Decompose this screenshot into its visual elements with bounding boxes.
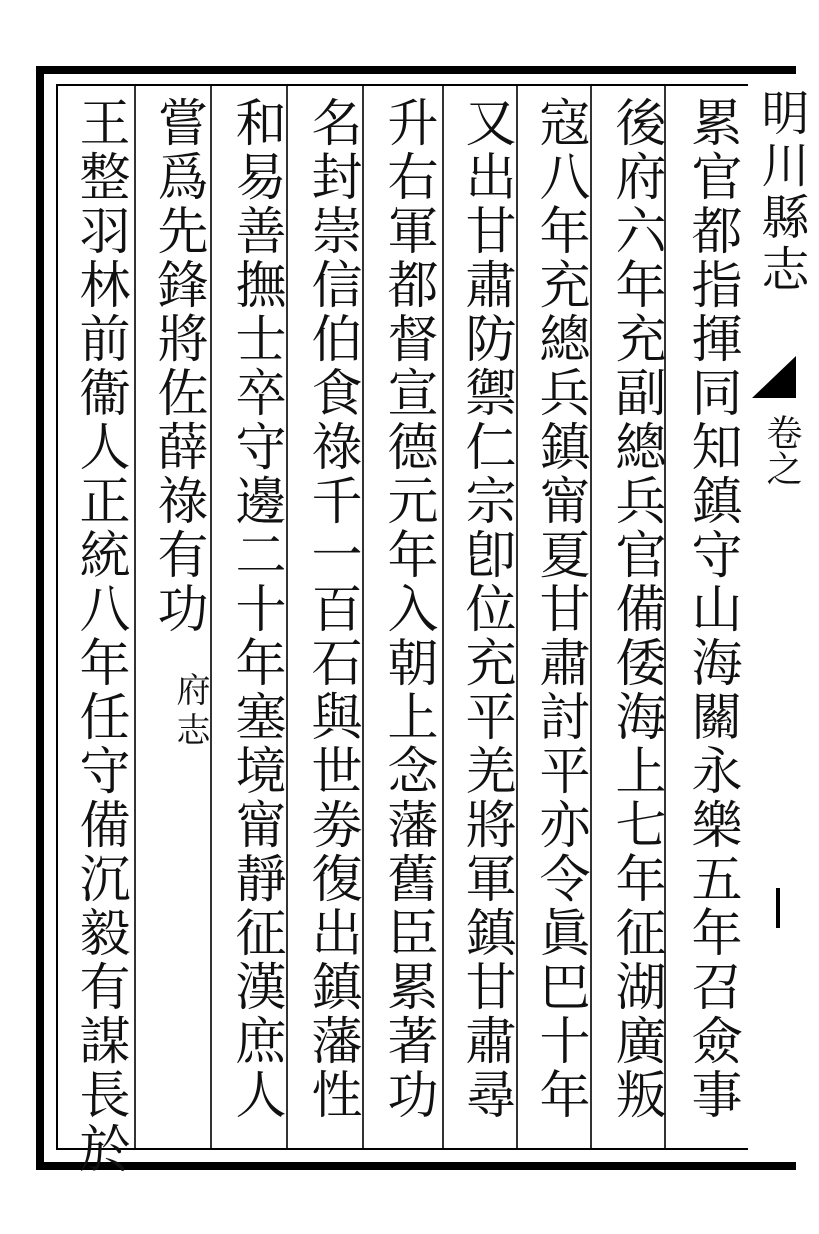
text-column-1 <box>674 96 748 1146</box>
margin-panel <box>748 84 809 1150</box>
text-column-3 <box>522 96 596 1146</box>
text-column-7 <box>218 96 292 1146</box>
text-column-8 <box>140 96 214 1146</box>
text-column-2 <box>598 96 672 1146</box>
text-column-9 <box>62 96 136 1176</box>
column-text: 後府六年充副總兵官備倭海上七年征湖廣叛 <box>606 96 665 1122</box>
text-column-4 <box>448 96 522 1146</box>
book-title: 明川縣志 <box>753 88 809 296</box>
column-text: 和易善撫士卒守邊二十年塞境甯靜征漢庶人 <box>226 96 285 1122</box>
text-column-5 <box>370 96 444 1146</box>
column-text: 嘗爲先鋒將佐薛祿有功 <box>148 96 207 636</box>
volume-label: 卷之 <box>761 414 802 486</box>
column-text: 升右軍都督宣德元年入朝上念藩舊臣累著功 <box>378 96 437 1122</box>
column-text: 名封崇信伯食祿千一百石與世劵復出鎮藩性 <box>302 96 361 1122</box>
column-text: 王整羽林前衞人正統八年任守備沉毅有謀長於 <box>70 96 129 1176</box>
page-mark <box>776 888 800 928</box>
source-note: 府志 <box>170 672 210 752</box>
column-text: 又出甘肅防禦仁宗卽位充平羌將軍鎮甘肅尋 <box>456 96 515 1122</box>
column-text: 寇八年充總兵鎮甯夏甘肅討平亦令眞巴十年 <box>530 96 589 1122</box>
column-text: 累官都指揮同知鎮守山海關永樂五年召僉事 <box>682 96 741 1122</box>
text-column-6 <box>294 96 368 1146</box>
